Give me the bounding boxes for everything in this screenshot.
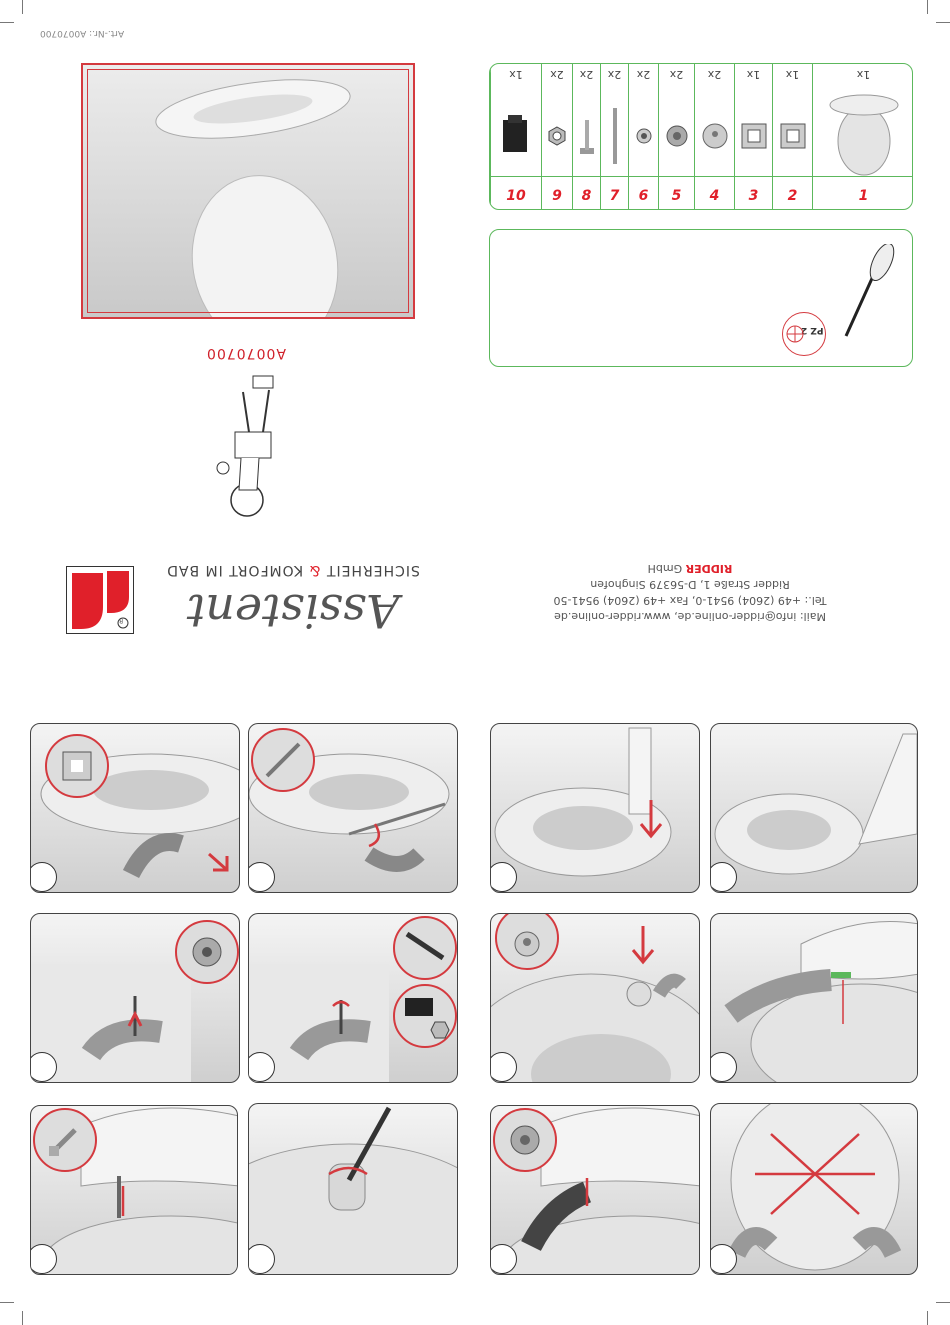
ridder-logo [66,566,134,634]
product-photo [81,63,415,319]
part-qty: 2x [636,68,651,81]
part-number: 2 [787,188,798,204]
step-panel [248,1103,458,1275]
cone-washer-icon [497,913,557,968]
seat-adjust-illustration [711,1104,918,1275]
step-panel [30,1105,238,1275]
phillips-icon [786,325,804,343]
part-cell-7 [600,64,628,209]
article-number: Art.-Nr.: A0070700 [40,28,125,38]
step-panel [490,1105,700,1275]
screwdriver-icon [830,244,900,344]
part-number: 10 [506,188,526,204]
brand-tagline [150,562,436,578]
step-panel [710,1103,918,1275]
zoom-washer [493,1108,557,1172]
step-panel [248,723,458,893]
part-number: 7 [609,188,620,204]
part-cell-3 [734,64,772,209]
part-cell-1 [812,64,913,209]
part-qty: 1x [746,68,761,81]
mounting-plate-icon [773,90,812,182]
part-number: 5 [671,188,682,204]
part-number: 6 [638,188,649,204]
zoom-rod [251,728,315,792]
threaded-rod-icon [601,90,628,182]
step-panel [710,723,918,893]
company-address: Ridder Straße 1, D-56379 Singhofen [590,578,790,591]
part-qty: 2x [607,68,622,81]
bolt-icon [573,90,600,182]
company-info [540,560,840,624]
seat-installed-illustration [711,724,918,893]
washer-icon [495,1110,555,1170]
part-qty: 2x [707,68,722,81]
company-name-rest: GmbH [647,562,686,575]
step-panel [490,723,700,893]
part-cell-5 [658,64,694,209]
zoom-cone [495,913,559,970]
alignment-check-illustration [711,914,918,1083]
cone-washer-icon [695,90,734,182]
assistant-figure [205,372,285,528]
zoom-wrench [393,916,457,980]
tools-box [489,229,913,367]
tagline-amp: & [308,562,321,578]
registered-mark: R [119,617,124,624]
part-cell-6 [628,64,658,209]
washer-icon [177,922,237,982]
mounting-plate-icon [735,90,772,182]
bolt-icon [35,1110,95,1170]
toilet-seat-photo [83,65,413,317]
small-washer-icon [629,90,658,182]
wrench-icon [395,918,455,978]
tool-block-icon [395,986,455,1046]
step-panel [490,913,700,1083]
step-panel [30,723,240,893]
company-phone: Tel.: +49 (2604) 9541-0, Fax +49 (2604) 9541-50 [553,594,827,607]
nut-icon [542,90,572,182]
part-number: 8 [581,188,592,204]
zoom-tool-nut [393,984,457,1048]
pz2-label: PZ 2 [801,325,824,335]
part-number: 9 [552,188,562,204]
step-panel [248,913,458,1083]
part-cell-8 [572,64,600,209]
step-panel [710,913,918,1083]
screw-tighten-illustration [249,1104,458,1275]
part-number: 4 [709,188,720,204]
part-qty: 2x [550,68,564,81]
part-qty: 1x [509,68,523,81]
mounting-plate-icon [47,736,107,796]
company-name [540,560,840,576]
zoom-bolt [33,1108,97,1172]
threaded-rod-icon [253,730,313,790]
part-number: 1 [858,188,869,204]
part-number: 3 [748,188,759,204]
part-qty: 1x [856,68,871,81]
company-mail: Mail: info@ridder-online.de, www.ridder-online.de [554,610,826,623]
part-cell-4 [694,64,734,209]
step-panel [30,913,240,1083]
company-name-bold: RIDDER [685,562,733,575]
part-cell-2 [772,64,812,209]
tool-block-icon [491,90,541,182]
pz2-badge [782,312,826,356]
brand-script: Assistent [186,584,400,638]
tagline-part: SICHERHEIT [320,562,420,578]
zoom-plate [45,734,109,798]
part-cell-10 [490,64,541,209]
part-qty: 2x [669,68,684,81]
washer-icon [659,90,694,182]
part-qty: 1x [785,68,800,81]
parts-table [489,63,913,210]
zoom-washer [175,920,239,984]
part-qty: 2x [579,68,594,81]
part-cell-9 [541,64,572,209]
toilet-seat-icon [813,90,913,182]
seat-lower-illustration [491,724,700,893]
tagline-part: KOMFORT IM BAD [166,562,309,578]
product-code: A0070700 [206,345,286,361]
